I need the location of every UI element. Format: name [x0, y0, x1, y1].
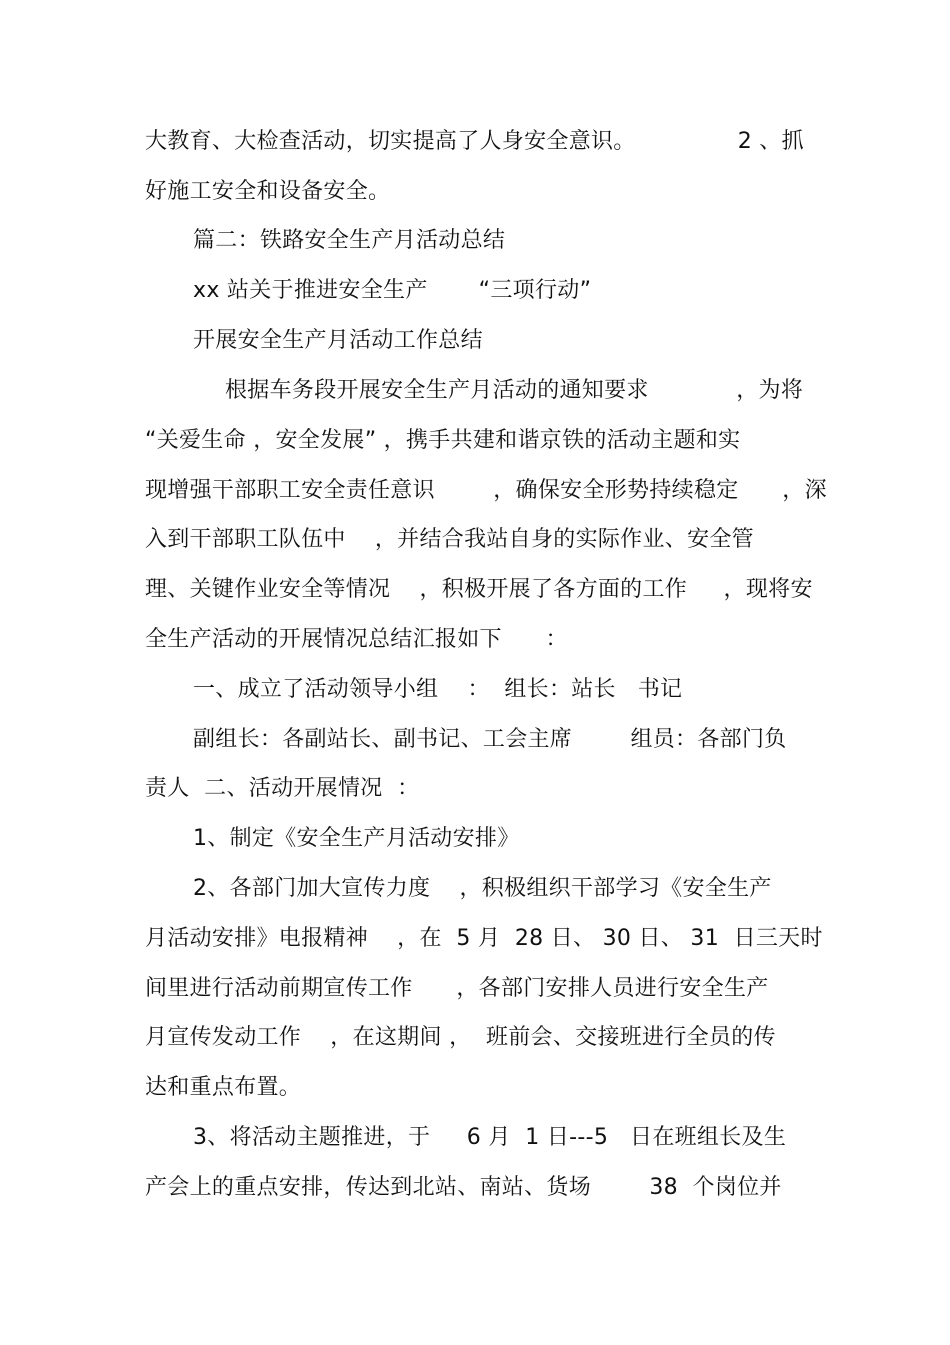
text-line: 一、成立了活动领导小组 ： 组长：站长 书记 [193, 677, 683, 702]
text-line: 全生产活动的开展情况总结汇报如下 ： [145, 627, 568, 652]
text-line: 间里进行活动前期宣传工作 ，各部门安排人员进行安全生产 [145, 976, 769, 1001]
text-line: 达和重点布置。 [145, 1075, 302, 1100]
text-line: 理、关键作业安全等情况 ，积极开展了各方面的工作 ，现将安 [145, 577, 813, 602]
text-line: 月宣传发动工作 ，在这期间 ， 班前会、交接班进行全员的传 [145, 1025, 776, 1050]
text-line: 大教育、大检查活动，切实提高了人身安全意识。 2 、抓 [145, 129, 804, 154]
text-line: “关爱生命 ，安全发展” ，携手共建和谐京铁的活动主题和实 [145, 428, 741, 453]
text-line: 产会上的重点安排，传达到北站、南站、货场 38 个岗位并 [145, 1175, 782, 1200]
text-line: 入到干部职工队伍中 ，并结合我站自身的实际作业、安全管 [145, 527, 754, 552]
text-line: 好施工安全和设备安全。 [145, 179, 391, 204]
text-line: 1、制定《安全生产月活动安排》 [193, 826, 520, 851]
text-line: 副组长：各副站长、副书记、工会主席 组员：各部门负 [193, 727, 787, 752]
text-line: 2、各部门加大宣传力度 ，积极组织干部学习《安全生产 [193, 876, 772, 901]
document-subtitle: 开展安全生产月活动工作总结 [193, 328, 483, 353]
text-line: 3、将活动主题推进，于 6 月 1 日---5 日在班组长及生 [193, 1125, 787, 1150]
document-title: xx 站关于推进安全生产 “三项行动” [193, 278, 592, 303]
text-line: 现增强干部职工安全责任意识 ，确保安全形势持续稳定 ，深 [145, 478, 827, 503]
text-line: 月活动安排》电报精神 ，在 5 月 28 日、 30 日、 31 日三天时 [145, 926, 823, 951]
section-heading: 篇二：铁路安全生产月活动总结 [193, 228, 506, 253]
text-line: 责人 二、活动开展情况 ： [145, 776, 420, 801]
text-line: 根据车务段开展安全生产月活动的通知要求 ，为将 [225, 378, 804, 403]
